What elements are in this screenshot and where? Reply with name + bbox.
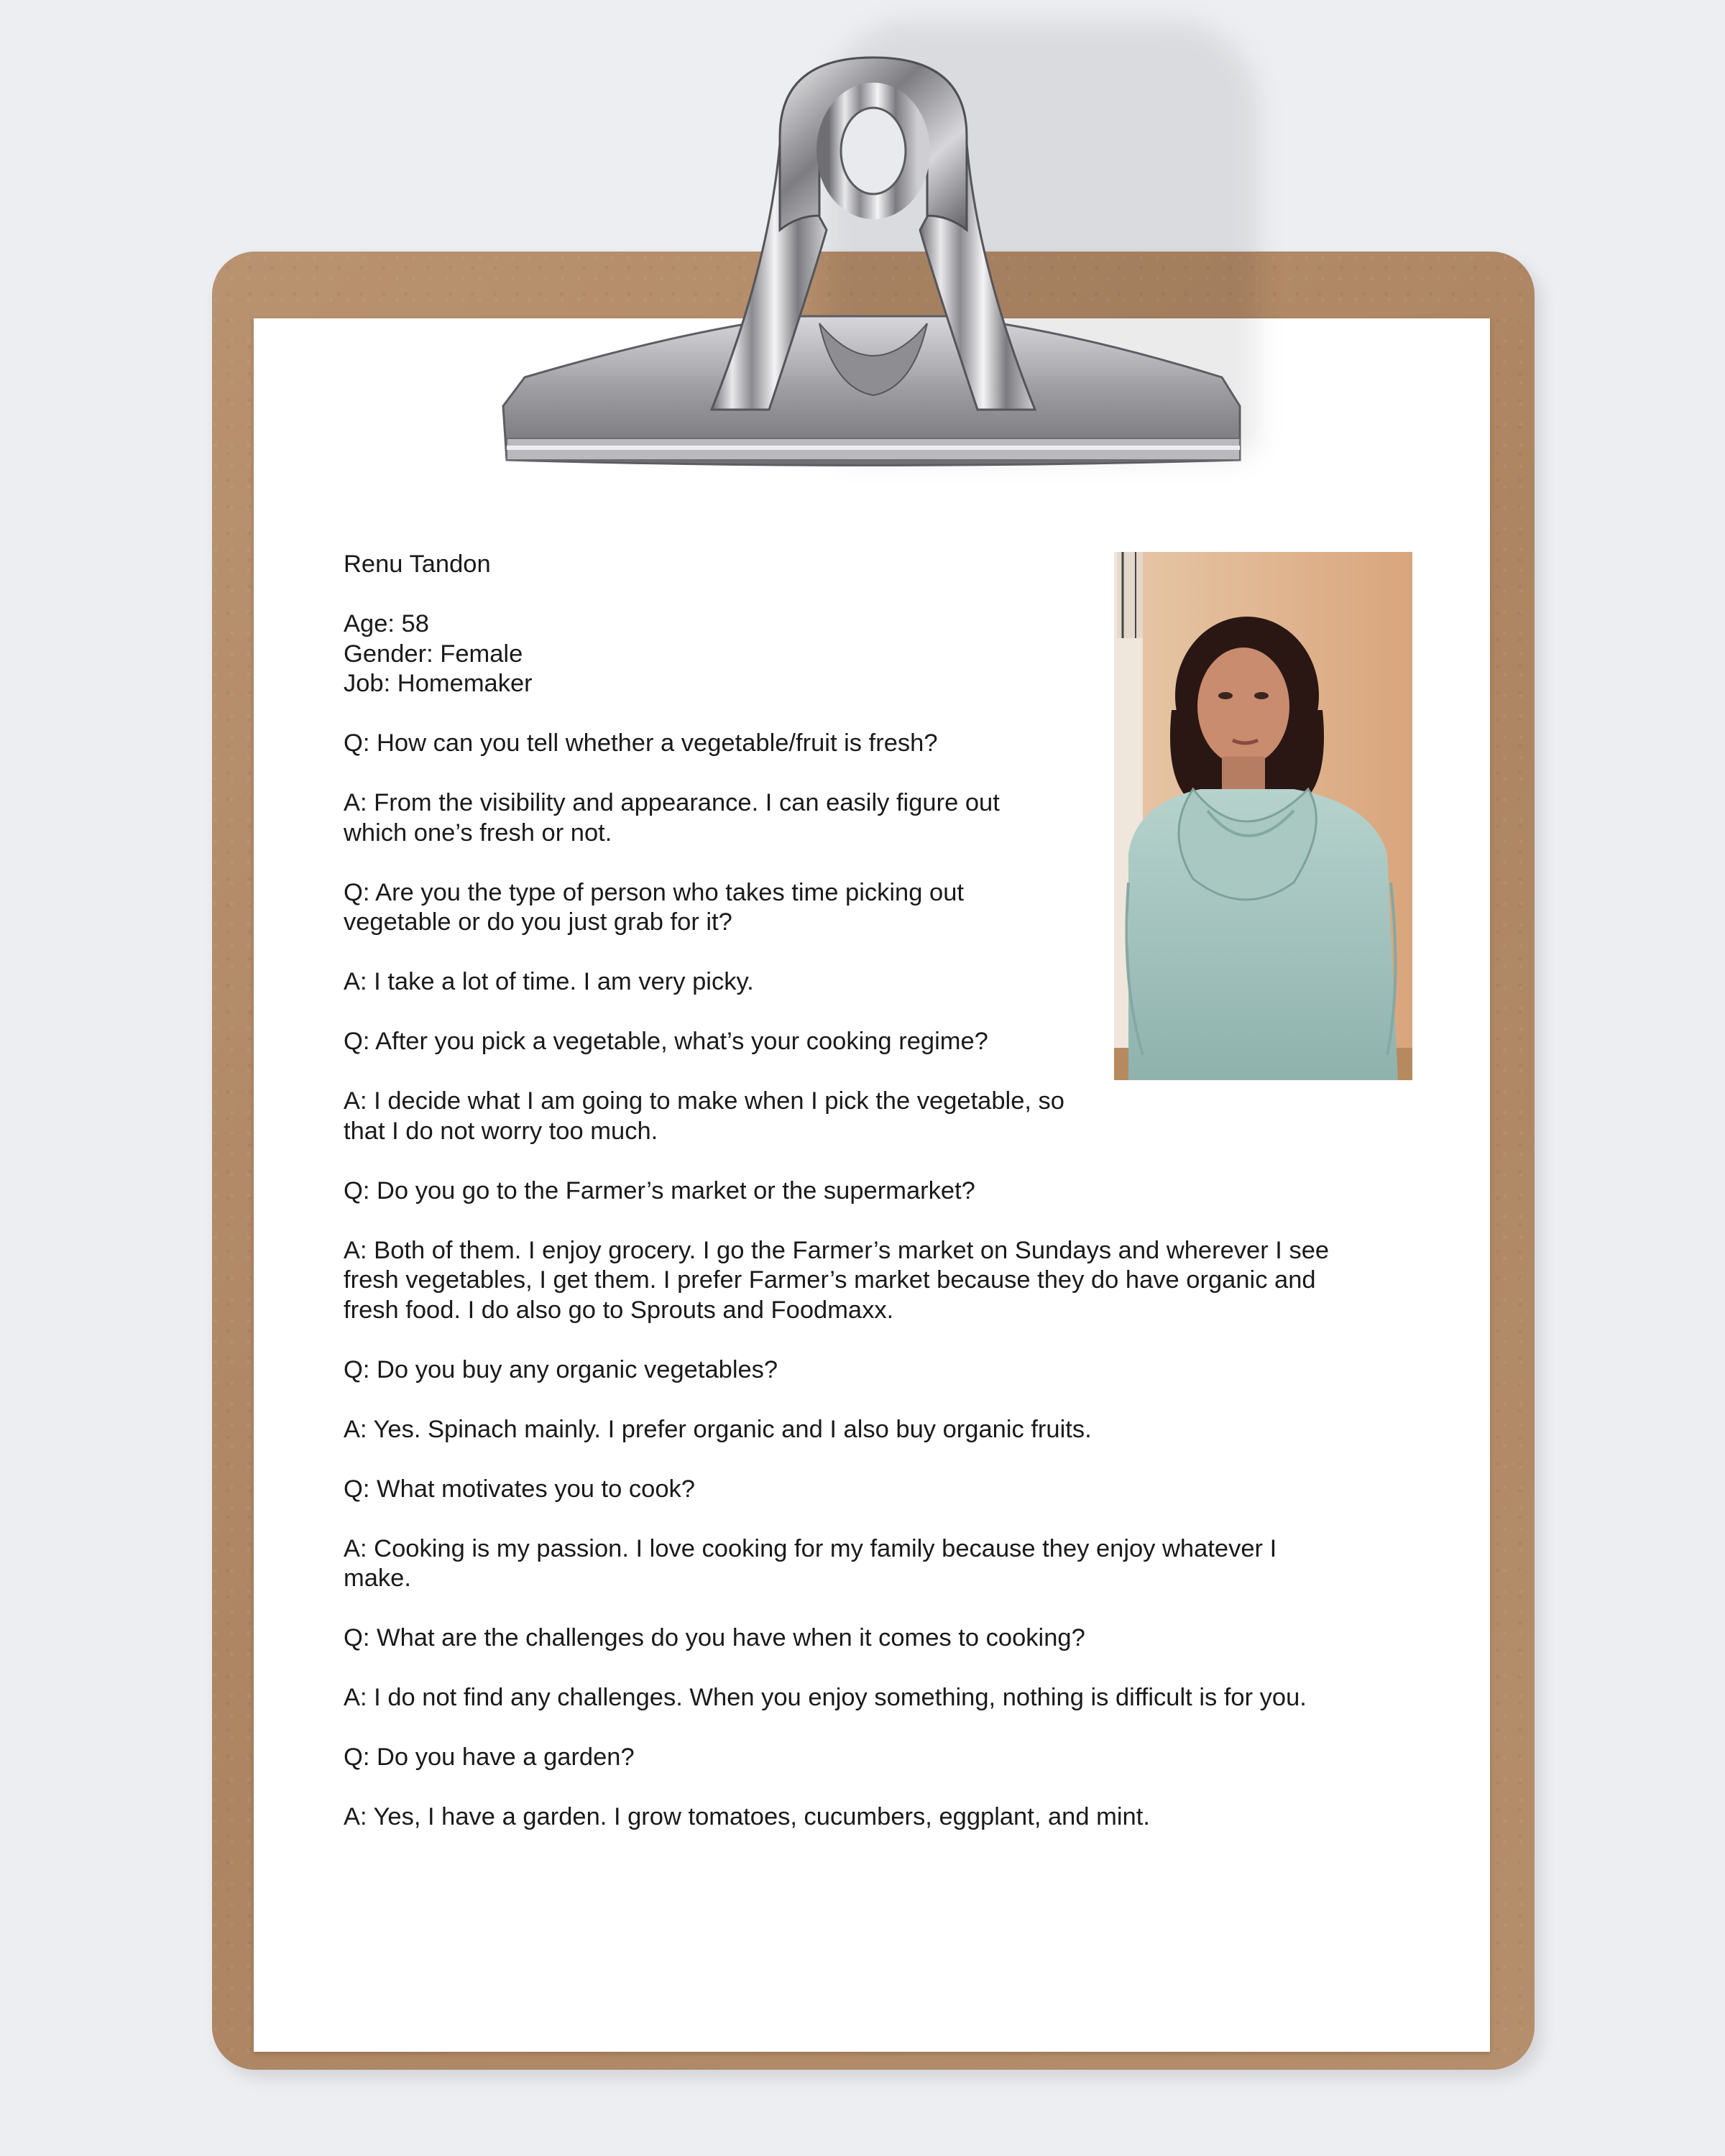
answer-2: A: I take a lot of time. I am very picky. bbox=[344, 968, 754, 995]
binder-clip-icon bbox=[496, 50, 1251, 482]
answer-7: A: I do not find any challenges. When you enjoy something, nothing is difficult is for you. bbox=[344, 1684, 1307, 1711]
answer-3: A: I decide what I am going to make when I pick the vegetable, so that I do not worry too much. bbox=[344, 1087, 1072, 1145]
person-job: Job: Homemaker bbox=[344, 670, 533, 697]
question-7: Q: What are the challenges do you have when it comes to cooking? bbox=[344, 1624, 1085, 1651]
question-1: Q: How can you tell whether a vegetable/fruit is fresh? bbox=[344, 729, 938, 757]
question-4: Q: Do you go to the Farmer’s market or the supermarket? bbox=[344, 1176, 975, 1204]
answer-8: A: Yes, I have a garden. I grow tomatoes, cucumbers, eggplant, and mint. bbox=[344, 1803, 1150, 1830]
answer-4: A: Both of them. I enjoy grocery. I go the Farmer’s market on Sundays and wherever I see fresh vegetables, I get them. I prefer Farmer’s market because they do have organic and fresh food. I do also go to Sprouts and Foodmaxx. bbox=[344, 1236, 1336, 1324]
question-5: Q: Do you buy any organic vegetables? bbox=[344, 1355, 778, 1383]
person-name: Renu Tandon bbox=[344, 550, 491, 578]
answer-6: A: Cooking is my passion. I love cooking for my family because they enjoy whatever I make. bbox=[344, 1534, 1284, 1592]
answer-5: A: Yes. Spinach mainly. I prefer organic and I also buy organic fruits. bbox=[344, 1415, 1092, 1443]
answer-1: A: From the visibility and appearance. I can easily figure out which one’s fresh or not. bbox=[344, 789, 1007, 847]
person-gender: Gender: Female bbox=[344, 640, 523, 668]
question-8: Q: Do you have a garden? bbox=[344, 1743, 635, 1771]
person-age: Age: 58 bbox=[344, 610, 429, 637]
question-2: Q: Are you the type of person who takes time picking out vegetable or do you just grab for it? bbox=[344, 878, 971, 936]
interview-text bbox=[344, 550, 1422, 1833]
question-3: Q: After you pick a vegetable, what’s your cooking regime? bbox=[344, 1028, 988, 1055]
question-6: Q: What motivates you to cook? bbox=[344, 1475, 695, 1503]
